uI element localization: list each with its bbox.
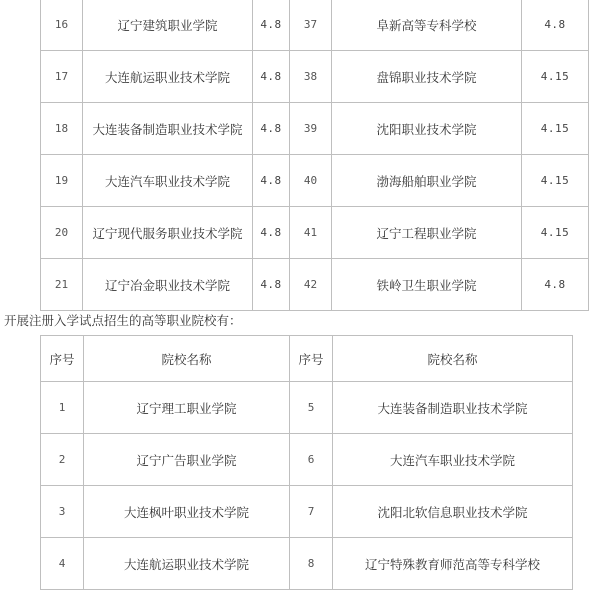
school-name: 辽宁特殊教育师范高等专科学校 (333, 538, 573, 590)
score-value: 4.8 (253, 259, 290, 311)
row-number: 18 (41, 103, 83, 155)
school-name: 盘锦职业技术学院 (332, 51, 522, 103)
table-row (41, 103, 589, 155)
row-number: 17 (41, 51, 83, 103)
row-number: 20 (41, 207, 83, 259)
column-header-no: 序号 (41, 336, 84, 382)
column-header-name: 院校名称 (333, 336, 573, 382)
school-name: 大连汽车职业技术学院 (333, 434, 573, 486)
school-name: 辽宁广告职业学院 (84, 434, 290, 486)
school-name: 辽宁建筑职业学院 (83, 0, 253, 51)
school-name: 大连枫叶职业技术学院 (84, 486, 290, 538)
row-number: 21 (41, 259, 83, 311)
score-value: 4.15 (522, 51, 589, 103)
row-number: 2 (41, 434, 84, 486)
table-row (41, 51, 589, 103)
table-row (41, 538, 573, 590)
school-name: 铁岭卫生职业学院 (332, 259, 522, 311)
school-name: 渤海船舶职业学院 (332, 155, 522, 207)
score-value: 4.8 (253, 51, 290, 103)
row-number: 37 (290, 0, 332, 51)
school-name: 阜新高等专科学校 (332, 0, 522, 51)
school-name: 大连航运职业技术学院 (84, 538, 290, 590)
score-value: 4.8 (253, 155, 290, 207)
section-heading: 开展注册入学试点招生的高等职业院校有： (4, 313, 242, 328)
score-value: 4.15 (522, 103, 589, 155)
row-number: 16 (41, 0, 83, 51)
table-header-row (41, 336, 573, 382)
school-name: 辽宁理工职业学院 (84, 382, 290, 434)
table-row (41, 155, 589, 207)
row-number: 39 (290, 103, 332, 155)
pilot-schools-table (40, 335, 573, 590)
score-value: 4.8 (253, 0, 290, 51)
row-number: 38 (290, 51, 332, 103)
column-header-no: 序号 (290, 336, 333, 382)
score-value: 4.15 (522, 155, 589, 207)
school-name: 辽宁现代服务职业技术学院 (83, 207, 253, 259)
table-row (41, 207, 589, 259)
row-number: 4 (41, 538, 84, 590)
school-name: 大连汽车职业技术学院 (83, 155, 253, 207)
score-value: 4.8 (522, 259, 589, 311)
score-value: 4.8 (522, 0, 589, 51)
row-number: 42 (290, 259, 332, 311)
school-name: 大连装备制造职业技术学院 (83, 103, 253, 155)
score-value: 4.8 (253, 103, 290, 155)
school-name: 沈阳北软信息职业技术学院 (333, 486, 573, 538)
table-row (41, 0, 589, 51)
row-number: 3 (41, 486, 84, 538)
row-number: 40 (290, 155, 332, 207)
school-name: 辽宁工程职业学院 (332, 207, 522, 259)
score-value: 4.8 (253, 207, 290, 259)
row-number: 5 (290, 382, 333, 434)
quota-table (40, 0, 589, 311)
row-number: 19 (41, 155, 83, 207)
row-number: 7 (290, 486, 333, 538)
row-number: 1 (41, 382, 84, 434)
row-number: 8 (290, 538, 333, 590)
table-row (41, 434, 573, 486)
school-name: 大连航运职业技术学院 (83, 51, 253, 103)
school-name: 大连装备制造职业技术学院 (333, 382, 573, 434)
table-row (41, 382, 573, 434)
row-number: 41 (290, 207, 332, 259)
school-name: 沈阳职业技术学院 (332, 103, 522, 155)
school-name: 辽宁冶金职业技术学院 (83, 259, 253, 311)
table-row (41, 486, 573, 538)
column-header-name: 院校名称 (84, 336, 290, 382)
table-row (41, 259, 589, 311)
row-number: 6 (290, 434, 333, 486)
score-value: 4.15 (522, 207, 589, 259)
